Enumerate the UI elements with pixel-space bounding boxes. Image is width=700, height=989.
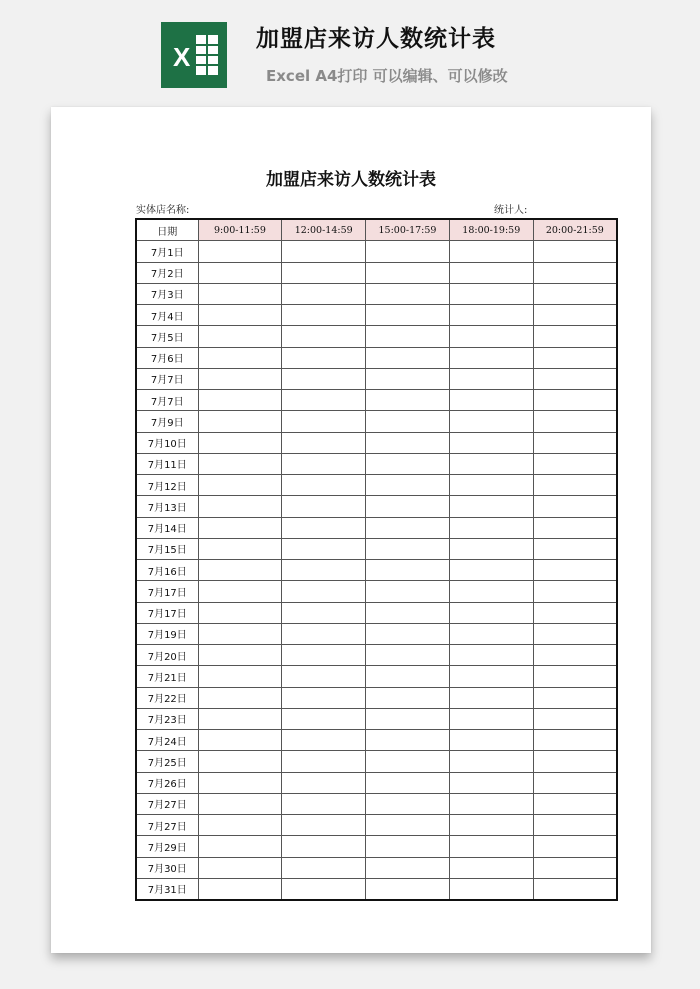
count-cell[interactable]: [282, 878, 366, 900]
count-cell[interactable]: [533, 411, 617, 432]
table-row: [136, 283, 617, 304]
date-cell: 7月27日: [136, 793, 198, 814]
document-title: 加盟店来访人数统计表: [266, 170, 436, 190]
count-cell[interactable]: [449, 283, 533, 304]
count-cell[interactable]: [366, 411, 450, 432]
count-cell[interactable]: [449, 581, 533, 602]
count-cell[interactable]: [366, 347, 450, 368]
count-cell[interactable]: [198, 283, 282, 304]
count-cell[interactable]: [449, 368, 533, 389]
count-cell[interactable]: [449, 857, 533, 878]
counter-label: 统计人:: [494, 205, 528, 216]
count-cell[interactable]: [533, 347, 617, 368]
count-cell[interactable]: [282, 283, 366, 304]
table-row: [136, 666, 617, 687]
excel-icon: [161, 22, 227, 88]
table-row: [136, 687, 617, 708]
count-cell[interactable]: [449, 793, 533, 814]
count-cell[interactable]: [282, 581, 366, 602]
count-cell[interactable]: [533, 836, 617, 857]
count-cell[interactable]: [198, 645, 282, 666]
count-cell[interactable]: [366, 581, 450, 602]
count-cell[interactable]: [366, 390, 450, 411]
count-cell[interactable]: [449, 772, 533, 793]
count-cell[interactable]: [282, 751, 366, 772]
count-cell[interactable]: [282, 645, 366, 666]
banner-subtitle: Excel A4打印 可以编辑、可以修改: [266, 67, 508, 85]
count-cell[interactable]: [449, 411, 533, 432]
count-cell[interactable]: [449, 517, 533, 538]
table-row: [136, 453, 617, 474]
count-cell[interactable]: [198, 772, 282, 793]
count-cell[interactable]: [533, 878, 617, 900]
table-row: [136, 623, 617, 644]
count-cell[interactable]: [198, 305, 282, 326]
table-row: [136, 560, 617, 581]
count-cell[interactable]: [366, 602, 450, 623]
time-slot-header: 9:00-11:59: [198, 219, 282, 241]
count-cell[interactable]: [282, 666, 366, 687]
count-cell[interactable]: [449, 475, 533, 496]
count-cell[interactable]: [366, 878, 450, 900]
count-cell[interactable]: [533, 305, 617, 326]
count-cell[interactable]: [533, 326, 617, 347]
count-cell[interactable]: [282, 708, 366, 729]
date-cell: 7月1日: [136, 241, 198, 262]
visitor-table: [135, 218, 618, 901]
count-cell[interactable]: [449, 666, 533, 687]
count-cell[interactable]: [282, 326, 366, 347]
count-cell[interactable]: [282, 623, 366, 644]
count-cell[interactable]: [366, 326, 450, 347]
count-cell[interactable]: [449, 623, 533, 644]
count-cell[interactable]: [198, 347, 282, 368]
count-cell[interactable]: [282, 305, 366, 326]
date-cell: 7月24日: [136, 730, 198, 751]
count-cell[interactable]: [449, 878, 533, 900]
count-cell[interactable]: [282, 432, 366, 453]
table-row: [136, 411, 617, 432]
count-cell[interactable]: [533, 751, 617, 772]
count-cell[interactable]: [198, 815, 282, 836]
count-cell[interactable]: [533, 687, 617, 708]
count-cell[interactable]: [198, 687, 282, 708]
count-cell[interactable]: [198, 538, 282, 559]
count-cell[interactable]: [533, 496, 617, 517]
count-cell[interactable]: [449, 432, 533, 453]
time-slot-header: 12:00-14:59: [282, 219, 366, 241]
count-cell[interactable]: [449, 730, 533, 751]
date-cell: 7月4日: [136, 305, 198, 326]
count-cell[interactable]: [366, 666, 450, 687]
table-row: [136, 836, 617, 857]
count-cell[interactable]: [198, 432, 282, 453]
table-row: [136, 772, 617, 793]
date-cell: 7月14日: [136, 517, 198, 538]
date-cell: 7月15日: [136, 538, 198, 559]
count-cell[interactable]: [366, 262, 450, 283]
date-cell: 7月10日: [136, 432, 198, 453]
count-cell[interactable]: [533, 730, 617, 751]
count-cell[interactable]: [533, 623, 617, 644]
count-cell[interactable]: [533, 432, 617, 453]
count-cell[interactable]: [533, 581, 617, 602]
count-cell[interactable]: [366, 283, 450, 304]
table-row: [136, 390, 617, 411]
count-cell[interactable]: [533, 262, 617, 283]
date-cell: 7月31日: [136, 878, 198, 900]
count-cell[interactable]: [282, 793, 366, 814]
count-cell[interactable]: [282, 390, 366, 411]
count-cell[interactable]: [366, 836, 450, 857]
count-cell[interactable]: [449, 538, 533, 559]
count-cell[interactable]: [533, 666, 617, 687]
table-row: [136, 815, 617, 836]
count-cell[interactable]: [198, 730, 282, 751]
count-cell[interactable]: [366, 560, 450, 581]
date-cell: 7月19日: [136, 623, 198, 644]
date-cell: 7月30日: [136, 857, 198, 878]
table-row: [136, 708, 617, 729]
count-cell[interactable]: [198, 623, 282, 644]
count-cell[interactable]: [449, 347, 533, 368]
table-row: [136, 305, 617, 326]
count-cell[interactable]: [198, 368, 282, 389]
count-cell[interactable]: [533, 793, 617, 814]
count-cell[interactable]: [533, 772, 617, 793]
count-cell[interactable]: [198, 751, 282, 772]
table-row: [136, 857, 617, 878]
document-page: [51, 107, 651, 953]
count-cell[interactable]: [366, 708, 450, 729]
count-cell[interactable]: [449, 687, 533, 708]
count-cell[interactable]: [198, 326, 282, 347]
count-cell[interactable]: [198, 390, 282, 411]
count-cell[interactable]: [533, 815, 617, 836]
date-header: 日期: [136, 219, 198, 241]
date-cell: 7月7日: [136, 368, 198, 389]
count-cell[interactable]: [198, 666, 282, 687]
date-cell: 7月20日: [136, 645, 198, 666]
table-row: [136, 793, 617, 814]
date-cell: 7月9日: [136, 411, 198, 432]
date-cell: 7月17日: [136, 581, 198, 602]
table-row: [136, 602, 617, 623]
date-cell: 7月6日: [136, 347, 198, 368]
count-cell[interactable]: [366, 623, 450, 644]
count-cell[interactable]: [282, 347, 366, 368]
count-cell[interactable]: [366, 241, 450, 262]
count-cell[interactable]: [533, 517, 617, 538]
count-cell[interactable]: [449, 262, 533, 283]
date-cell: 7月25日: [136, 751, 198, 772]
count-cell[interactable]: [366, 496, 450, 517]
count-cell[interactable]: [282, 815, 366, 836]
date-cell: 7月13日: [136, 496, 198, 517]
count-cell[interactable]: [449, 305, 533, 326]
count-cell[interactable]: [449, 836, 533, 857]
store-name-label: 实体店名称:: [136, 205, 190, 216]
count-cell[interactable]: [533, 453, 617, 474]
count-cell[interactable]: [282, 602, 366, 623]
count-cell[interactable]: [533, 368, 617, 389]
count-cell[interactable]: [198, 496, 282, 517]
date-cell: 7月16日: [136, 560, 198, 581]
count-cell[interactable]: [282, 560, 366, 581]
table-row: [136, 581, 617, 602]
count-cell[interactable]: [198, 857, 282, 878]
count-cell[interactable]: [198, 262, 282, 283]
count-cell[interactable]: [366, 538, 450, 559]
count-cell[interactable]: [449, 241, 533, 262]
table-row: [136, 326, 617, 347]
count-cell[interactable]: [282, 730, 366, 751]
count-cell[interactable]: [198, 793, 282, 814]
count-cell[interactable]: [282, 772, 366, 793]
count-cell[interactable]: [282, 857, 366, 878]
table-row: [136, 432, 617, 453]
count-cell[interactable]: [198, 411, 282, 432]
count-cell[interactable]: [366, 772, 450, 793]
count-cell[interactable]: [449, 496, 533, 517]
time-slot-header: 20:00-21:59: [533, 219, 617, 241]
table-row: [136, 241, 617, 262]
table-row: [136, 496, 617, 517]
count-cell[interactable]: [198, 836, 282, 857]
count-cell[interactable]: [282, 475, 366, 496]
date-cell: 7月26日: [136, 772, 198, 793]
banner: [0, 0, 700, 105]
count-cell[interactable]: [198, 708, 282, 729]
date-cell: 7月3日: [136, 283, 198, 304]
date-cell: 7月5日: [136, 326, 198, 347]
count-cell[interactable]: [533, 283, 617, 304]
table-row: [136, 347, 617, 368]
date-cell: 7月17日: [136, 602, 198, 623]
count-cell[interactable]: [449, 815, 533, 836]
count-cell[interactable]: [282, 517, 366, 538]
date-cell: 7月2日: [136, 262, 198, 283]
count-cell[interactable]: [366, 793, 450, 814]
count-cell[interactable]: [198, 560, 282, 581]
count-cell[interactable]: [282, 368, 366, 389]
count-cell[interactable]: [533, 390, 617, 411]
count-cell[interactable]: [366, 645, 450, 666]
table-row: [136, 538, 617, 559]
header-row: [136, 219, 617, 241]
svg-text:X: X: [173, 42, 191, 72]
count-cell[interactable]: [449, 560, 533, 581]
count-cell[interactable]: [282, 538, 366, 559]
count-cell[interactable]: [533, 602, 617, 623]
table-row: [136, 645, 617, 666]
count-cell[interactable]: [449, 390, 533, 411]
table-row: [136, 878, 617, 900]
count-cell[interactable]: [449, 645, 533, 666]
count-cell[interactable]: [282, 496, 366, 517]
table-row: [136, 751, 617, 772]
count-cell[interactable]: [533, 538, 617, 559]
count-cell[interactable]: [282, 411, 366, 432]
count-cell[interactable]: [282, 836, 366, 857]
date-cell: 7月27日: [136, 815, 198, 836]
count-cell[interactable]: [533, 645, 617, 666]
count-cell[interactable]: [366, 730, 450, 751]
count-cell[interactable]: [366, 751, 450, 772]
count-cell[interactable]: [449, 751, 533, 772]
count-cell[interactable]: [366, 368, 450, 389]
count-cell[interactable]: [198, 878, 282, 900]
count-cell[interactable]: [449, 708, 533, 729]
date-cell: 7月7日: [136, 390, 198, 411]
count-cell[interactable]: [282, 687, 366, 708]
count-cell[interactable]: [449, 326, 533, 347]
count-cell[interactable]: [533, 560, 617, 581]
count-cell[interactable]: [366, 857, 450, 878]
table-row: [136, 517, 617, 538]
count-cell[interactable]: [198, 475, 282, 496]
table-row: [136, 262, 617, 283]
date-cell: 7月11日: [136, 453, 198, 474]
count-cell[interactable]: [449, 602, 533, 623]
count-cell[interactable]: [366, 687, 450, 708]
count-cell[interactable]: [366, 305, 450, 326]
date-cell: 7月12日: [136, 475, 198, 496]
count-cell[interactable]: [198, 453, 282, 474]
time-slot-header: 15:00-17:59: [366, 219, 450, 241]
count-cell[interactable]: [366, 475, 450, 496]
date-cell: 7月21日: [136, 666, 198, 687]
table-row: [136, 368, 617, 389]
count-cell[interactable]: [282, 262, 366, 283]
count-cell[interactable]: [533, 241, 617, 262]
date-cell: 7月22日: [136, 687, 198, 708]
count-cell[interactable]: [198, 581, 282, 602]
count-cell[interactable]: [533, 857, 617, 878]
count-cell[interactable]: [198, 602, 282, 623]
date-cell: 7月29日: [136, 836, 198, 857]
count-cell[interactable]: [366, 453, 450, 474]
table-row: [136, 475, 617, 496]
date-cell: 7月23日: [136, 708, 198, 729]
banner-title: 加盟店来访人数统计表: [256, 26, 496, 52]
count-cell[interactable]: [366, 432, 450, 453]
time-slot-header: 18:00-19:59: [449, 219, 533, 241]
count-cell[interactable]: [282, 241, 366, 262]
count-cell[interactable]: [533, 708, 617, 729]
count-cell[interactable]: [366, 815, 450, 836]
count-cell[interactable]: [198, 517, 282, 538]
count-cell[interactable]: [282, 453, 366, 474]
count-cell[interactable]: [366, 517, 450, 538]
count-cell[interactable]: [533, 475, 617, 496]
count-cell[interactable]: [449, 453, 533, 474]
count-cell[interactable]: [198, 241, 282, 262]
table-row: [136, 730, 617, 751]
